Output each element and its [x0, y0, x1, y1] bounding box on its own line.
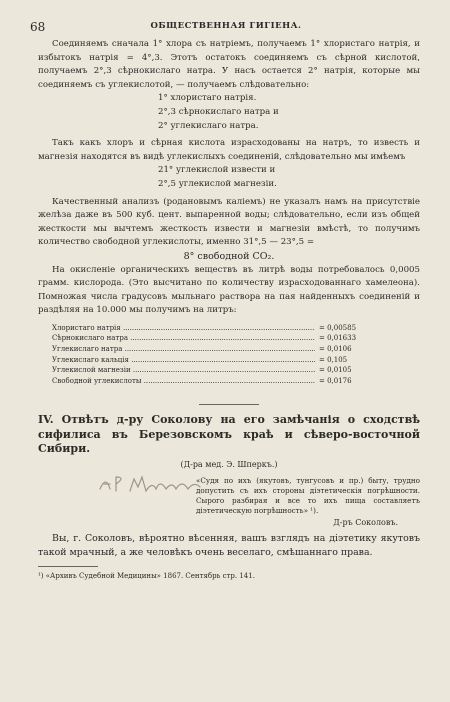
table-row: [52, 344, 367, 355]
list-1-item: 2°,3 сѣрнокислаго натра и: [158, 106, 279, 117]
row-label: Углекислаго кальція .....: [52, 355, 315, 366]
epigraph: «Судя по ихъ (якутовъ, тунгусовъ и пр.) быту, трудно допустить съ ихъ стороны діэтетическія погрѣшности. Сырого разбирая и все то ихъ пища составляетъ діэтетическую погрѣшность» ¹).: [196, 475, 420, 515]
list-1-item: 1° хлористаго натрія.: [158, 93, 257, 104]
row-value: = 0,0105: [319, 366, 352, 375]
paragraph-3: Качественный анализъ (родановымъ каліемъ) не указалъ намъ на присутствіе желѣза даже въ 500 куб. цент. выпаренной воды; слѣдовательно, если изъ общей жесткости мы вычтемъ жесткость извести и магнезіи вмѣстѣ, то получимъ количество свободной углекислоты, именно 31°,5 — 23°,5 =: [38, 196, 420, 248]
table-row: [52, 376, 367, 387]
row-value: = 0,01633: [319, 334, 357, 343]
running-head: ОБЩЕСТВЕННАЯ ГИГІЕНА.: [150, 21, 302, 31]
table-row: [52, 333, 367, 344]
formula-line: 8° свободной CO₂.: [183, 250, 275, 262]
row-label: Хлористаго натрія .....: [52, 323, 315, 334]
page-body: [38, 38, 420, 584]
row-label: Сѣрнокислаго натра .....: [52, 333, 315, 344]
epigraph-signature: Д-ръ Соколовъ.: [333, 517, 398, 527]
handwritten-annotation: [96, 471, 206, 497]
section-paragraph: Вы, г. Соколовъ, вѣроятно вѣсенняя, вашъ взглядъ на діэтетику якутовъ такой мрачный, а же человѣкъ очень веселаго, смѣшаннаго права.: [38, 533, 420, 559]
row-label: Углекислой магнезіи .....: [52, 365, 315, 376]
section-author: (Д-ра мед. Э. Шперкъ.): [180, 459, 278, 469]
row-value: = 0,105: [319, 355, 348, 364]
table-row: [52, 323, 367, 334]
table-row: [52, 355, 367, 366]
list-2-item: 21° углекислой извести и: [158, 165, 276, 176]
page-number: 68: [30, 20, 46, 34]
row-label: Углекислаго натра .....: [52, 344, 315, 355]
page-header: [30, 20, 422, 36]
footnote: ¹) «Архивъ Судебной Медицины» 1867. Сентябрь стр. 141.: [38, 572, 255, 581]
paragraph-2: Такъ какъ хлоръ и сѣрная кислота израсходованы на натръ, то известь и магнезія находятся въ видѣ углекислыхъ соединеній, слѣдовательно мы имѣемъ: [38, 138, 420, 162]
footnote-rule: [38, 566, 98, 567]
list-1-item: 2° углекислаго натра.: [158, 120, 259, 131]
list-2-item: 2°,5 углекислой магнезіи.: [158, 178, 277, 189]
row-value: = 0,00585: [319, 323, 357, 332]
table-row: [52, 365, 367, 376]
row-value: = 0,0176: [319, 376, 352, 385]
row-value: = 0,0106: [319, 345, 352, 354]
section-title: IV. Отвѣтъ д-ру Соколову на его замѣчанія о сходствѣ сифилиса въ Березовскомъ краѣ и сѣверо-восточной Сибири.: [38, 413, 420, 456]
row-label: Свободной углекислоты .....: [52, 376, 315, 387]
composition-table: [52, 323, 367, 387]
paragraph-1: Соединяемъ сначала 1° хлора съ натріемъ, получаемъ 1° хлористаго натрія, и избытокъ натрія = 4°,3. Этотъ остатокъ соединяемъ съ сѣрной кислотой, получаемъ 2°,3 сѣрнокислаго натра. У насъ остается 2° натрія, которые мы соединяемъ съ углекислотой, — получаемъ слѣдовательно:: [38, 39, 420, 90]
section-divider: [199, 404, 259, 405]
paragraph-4: На окисленіе органическихъ веществъ въ литрѣ воды потребовалось 0,0005 грамм. кислорода. (Это высчитано по количеству израсходованнаго хамелеона). Помножая числа градусовъ мыльнаго раствора на пая найденныхъ соединеній и раздѣляя на 10.000 мы получимъ на литръ:: [38, 264, 420, 316]
